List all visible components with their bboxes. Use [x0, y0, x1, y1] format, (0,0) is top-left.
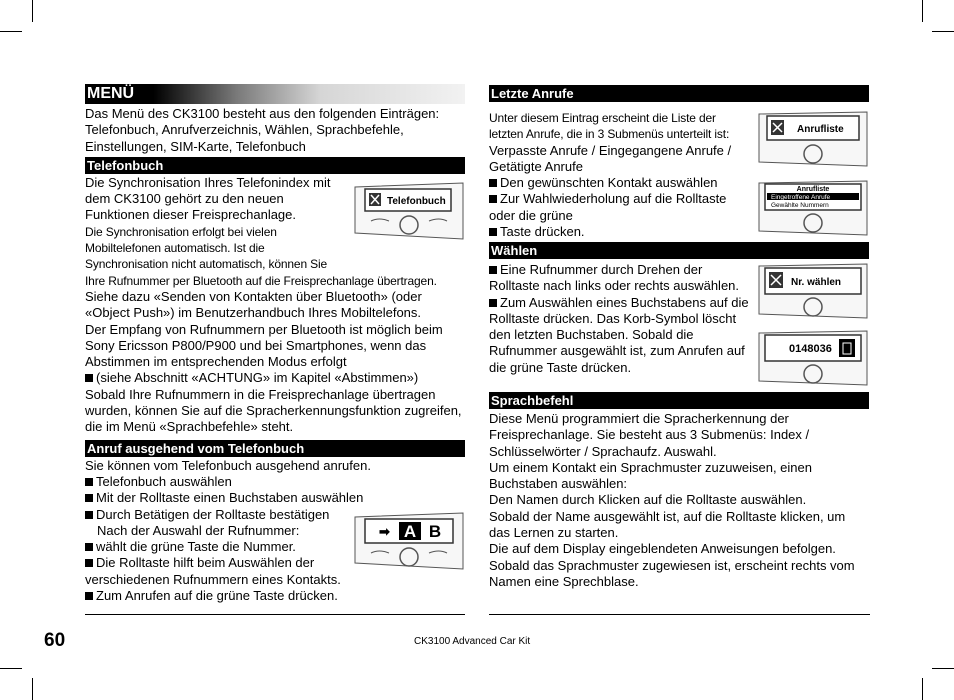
- display-text: Telefonbuch: [387, 195, 446, 207]
- anruf-bullet-1: Telefonbuch auswählen: [85, 474, 465, 490]
- section-heading-sprachbefehl: Sprachbefehl: [489, 392, 869, 409]
- phonebook-display-illustration: [353, 181, 465, 241]
- display-text: Nr. wählen: [791, 277, 842, 288]
- display-letter-b: B: [428, 521, 442, 541]
- telefonbuch-text-5: Der Empfang von Rufnummern per Bluetooth ist möglich beim Sony Ericsson P800/P900 und bei Smartphones, wenn das Abstimmen im entsprechenden Modus erfolgt: [85, 321, 443, 370]
- letzte-text-1: Unter diesem Eintrag erscheint die Liste der letzten Anrufe, die in 3 Submenüs unterteilt ist:: [489, 111, 730, 142]
- dial-display-illustration: [757, 262, 869, 320]
- telefonbuch-text-2: Die Synchronisation erfolgt bei vielen Mobiltelefonen automatisch. Ist die Synchronisation nicht automatisch, können Sie: [85, 224, 328, 272]
- footer-rule-left: [85, 614, 465, 615]
- display-text: Anrufliste: [797, 124, 844, 135]
- anruf-intro: Sie können vom Telefonbuch ausgehend anrufen.: [85, 457, 371, 473]
- dial-illustrations: [757, 262, 869, 392]
- section-heading-waehlen: Wählen: [489, 242, 869, 259]
- bullet-square-icon: [85, 559, 93, 567]
- call-list-display-illustration: [757, 110, 869, 168]
- sprach-text-4: Sobald der Name ausgewählt ist, auf die Rolltaste klicken, um das Lernen zu starten.: [489, 508, 846, 541]
- section-heading-letzte-anrufe: Letzte Anrufe: [489, 85, 869, 102]
- footer-title: CK3100 Advanced Car Kit: [414, 636, 531, 647]
- footer-rule-right: [489, 614, 870, 615]
- page-number: 60: [44, 630, 66, 651]
- telefonbuch-text-6: (siehe Abschnitt «ACHTUNG» im Kapitel «Abstimmen»): [85, 370, 465, 386]
- letzte-bullet-3: Taste drücken.: [489, 224, 869, 240]
- sprach-text-3: Den Namen durch Klicken auf die Rolltaste auswählen.: [489, 492, 807, 508]
- sprach-text-2: Um einem Kontakt ein Sprachmuster zuzuweisen, einen Buchstaben auswählen:: [489, 459, 812, 492]
- anruf-bullet-5: Die Rolltaste hilft beim Auswählen der verschiedenen Rufnummern eines Kontakts.: [85, 555, 341, 587]
- waehlen-section: [489, 262, 869, 392]
- letzte-anrufe-section: [489, 110, 869, 242]
- telefonbuch-text-7: Sobald Ihre Rufnummern in die Freisprechanlage übertragen wurden, können Sie auf die Spracherkennungsfunktion zugreifen, die im Menü «Sprachbefehle» steht.: [85, 386, 462, 435]
- bullet-square-icon: [489, 266, 497, 274]
- anruf-section: [85, 458, 465, 605]
- telefonbuch-text-4: Siehe dazu «Senden von Kontakten über Bluetooth» (oder «Object Push») im Benutzerhandbuch Ihres Mobiltelefons.: [85, 288, 422, 321]
- crop-mark: [32, 0, 33, 22]
- bullet-square-icon: [489, 228, 497, 236]
- sprach-text-5: Die auf dem Display eingeblendeten Anweisungen befolgen.: [489, 541, 836, 557]
- letzte-text-2: Verpasste Anrufe / Eingegangene Anrufe / Getätigte Anrufe: [489, 142, 732, 174]
- crop-mark: [932, 31, 954, 32]
- telefonbuch-text-1: Die Synchronisation Ihres Telefonindex mit dem CK3100 gehört zu den neuen Funktionen dieser Freisprechanlage.: [85, 174, 331, 223]
- letzte-bullet-1: Den gewünschten Kontakt auswählen: [489, 175, 869, 191]
- display-line: Gewählte Nummern: [771, 202, 829, 209]
- sprachbefehl-section: [489, 411, 869, 590]
- waehlen-bullet-2: Zum Auswählen eines Buchstabens auf die Rolltaste drücken. Das Korb-Symbol löscht den letzten Buchstaben. Sobald die Rufnummer ausgewählt ist, zum Anrufen auf die grüne Taste drücken.: [489, 294, 749, 375]
- crop-mark: [932, 668, 954, 669]
- call-list-submenu-display-illustration: [757, 179, 869, 237]
- anruf-bullet-2: Mit der Rolltaste einen Buchstaben auswählen: [85, 490, 465, 506]
- bullet-square-icon: [489, 195, 497, 203]
- menu-intro: Das Menü des CK3100 besteht aus den folgenden Einträgen: Telefonbuch, Anrufverzeichnis, Wählen, Sprachbefehle, Einstellungen, SIM-Karte, Telefonbuch: [85, 106, 440, 154]
- bullet-square-icon: [489, 299, 497, 307]
- bullet-square-icon: [85, 478, 93, 486]
- crop-mark: [922, 678, 923, 700]
- crop-mark: [0, 31, 22, 32]
- display-title: Anrufliste: [796, 186, 830, 193]
- number-entry-display-illustration: [757, 329, 869, 387]
- bullet-square-icon: [489, 179, 497, 187]
- menu-title: MENÜ: [85, 84, 465, 104]
- crop-mark: [32, 678, 33, 700]
- letzte-bullet-2: Zur Wahlwiederholung auf die Rolltaste oder die grüne: [489, 191, 727, 223]
- bullet-square-icon: [85, 374, 93, 382]
- crop-mark: [922, 0, 923, 22]
- section-heading-telefonbuch: Telefonbuch: [85, 157, 465, 174]
- call-list-illustrations: [757, 110, 869, 242]
- section-heading-anruf: Anruf ausgehend vom Telefonbuch: [85, 440, 465, 457]
- right-column: [489, 83, 869, 590]
- arrow-right-icon: ➡: [379, 523, 390, 539]
- anruf-bullet-6: Zum Anrufen auf die grüne Taste drücken.: [85, 588, 465, 604]
- sprach-text-6: Sobald das Sprachmuster zugewiesen ist, erscheint rechts vom Namen eine Sprechblase.: [489, 557, 855, 589]
- display-number: 0148036: [789, 343, 832, 355]
- waehlen-bullet-1: Eine Rufnummer durch Drehen der Rolltaste nach links oder rechts auswählen.: [489, 262, 740, 294]
- display-letter-a: A: [403, 521, 417, 541]
- bullet-square-icon: [85, 511, 93, 519]
- anruf-bullet-4: wählt die grüne Taste die Nummer.: [85, 539, 465, 555]
- telefonbuch-section: [85, 175, 465, 436]
- bullet-square-icon: [85, 543, 93, 551]
- sprach-text-1: Diese Menü programmiert die Spracherkennung der Freisprechanlage. Sie besteht aus 3 Submenüs: Index / Schlüsselwörter / Sprachaufz. Auswahl.: [489, 411, 810, 459]
- telefonbuch-text-3: Ihre Rufnummer per Bluetooth auf die Freisprechanlage übertragen.: [85, 273, 437, 288]
- bullet-square-icon: [85, 494, 93, 502]
- bullet-square-icon: [85, 592, 93, 600]
- crop-mark: [0, 668, 22, 669]
- anruf-bullet-3: Durch Betätigen der Rolltaste bestätigen: [85, 507, 465, 523]
- left-column: [85, 84, 465, 604]
- letter-select-display-illustration: [353, 511, 465, 571]
- anruf-bullet-3-cont: Nach der Auswahl der Rufnummer:: [97, 522, 300, 538]
- display-line-selected: Eingetroffene Anrufe: [771, 194, 831, 201]
